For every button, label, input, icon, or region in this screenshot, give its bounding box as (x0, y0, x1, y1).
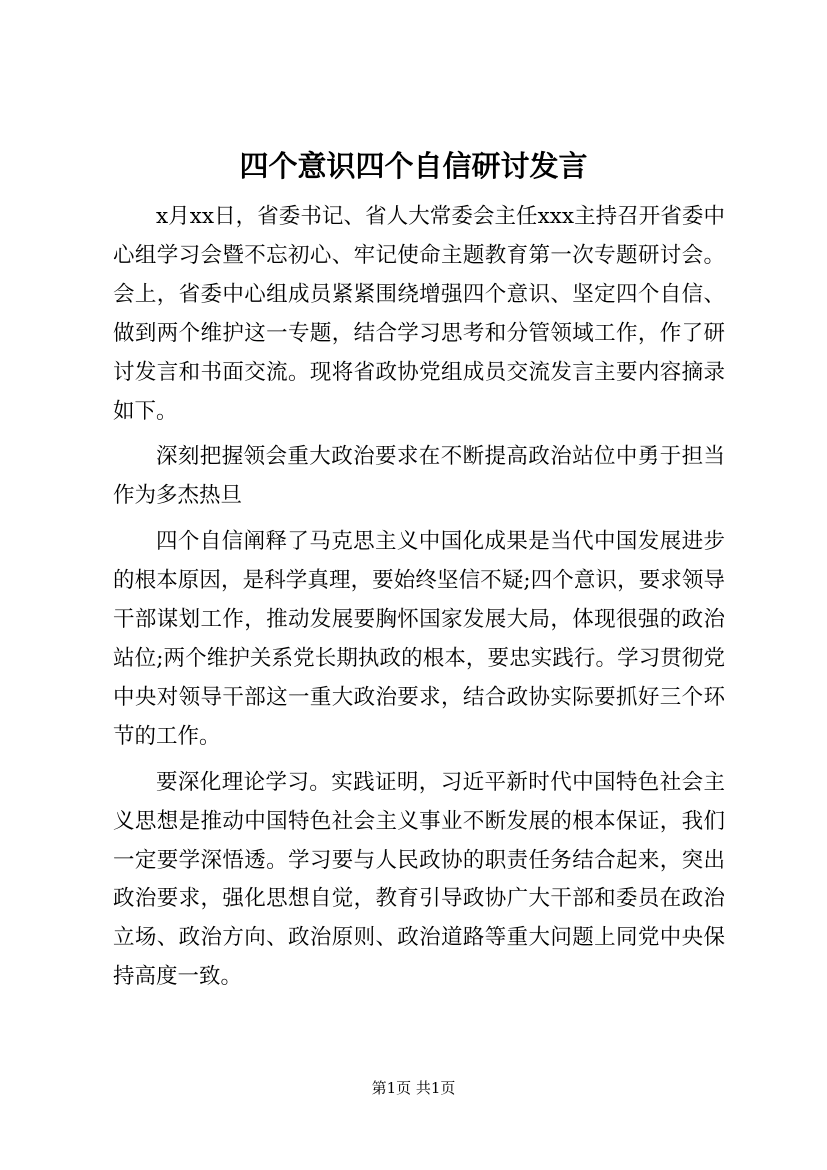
page-number-footer: 第1页 共1页 (371, 1079, 456, 1097)
paragraph-four-confidences: 四个自信阐释了马克思主义中国化成果是当代中国发展进步的根本原因，是科学真理，要始终坚信不疑;四个意识，要求领导干部谋划工作，推动发展要胸怀国家发展大局，体现很强的政治站位;两个维护关系党长期执政的根本，要忠实践行。学习贯彻党中央对领导干部这一重大政治要求，结合政协实际要抓好三个环节的工作。 (113, 529, 725, 749)
paragraph-subheading: 深刻把握领会重大政治要求在不断提高政治站位中勇于担当作为多杰热旦 (113, 444, 725, 509)
paragraph-theory-study: 要深化理论学习。实践证明，习近平新时代中国特色社会主义思想是推动中国特色社会主义事业不断发展的根本保证，我们一定要学深悟透。学习要与人民政协的职责任务结合起来，突出政治要求，强化思想自觉，教育引导政协广大干部和委员在政治立场、政治方向、政治原则、政治道路等重大问题上同党中央保持高度一致。 (113, 769, 725, 990)
document-title: 四个意识四个自信研讨发言 (239, 149, 588, 183)
paragraph-intro: x月xx日，省委书记、省人大常委会主任xxx主持召开省委中心组学习会暨不忘初心、牢记使命主题教育第一次专题研讨会。会上，省委中心组成员紧紧围绕增强四个意识、坚定四个自信、做到两个维护这一专题，结合学习思考和分管领域工作，作了研讨发言和书面交流。现将省政协党组成员交流发言主要内容摘录如下。 (113, 204, 725, 424)
document-body (113, 198, 725, 1004)
